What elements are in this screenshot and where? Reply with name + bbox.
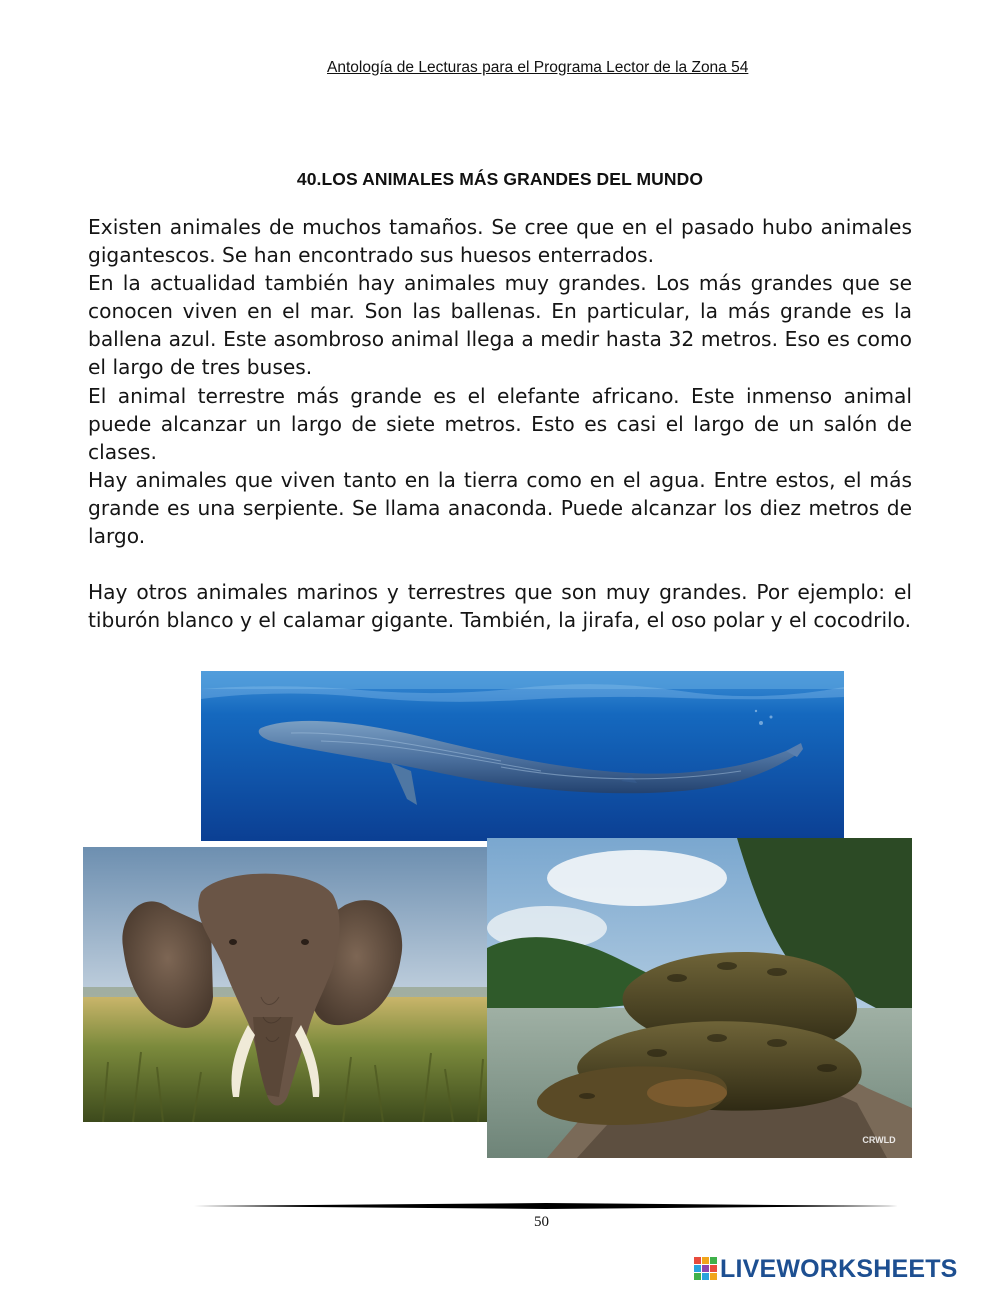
page-title: 40.LOS ANIMALES MÁS GRANDES DEL MUNDO	[296, 169, 704, 189]
liveworksheets-logo	[694, 1256, 958, 1282]
paragraph: Existen animales de muchos tamaños. Se cree que en el pasado hubo animales gigantescos. Se han encontrado sus huesos enterrados.	[88, 215, 912, 268]
paragraph: El animal terrestre más grande es el elefante africano. Este inmenso animal puede alcanzar un largo de siete metros. Esto es casi el largo de un salón de clases.	[88, 383, 912, 464]
running-header: Antología de Lecturas para el Programa Lector de la Zona 54	[327, 59, 749, 76]
brand-name: LIVEWORKSHEETS	[720, 1255, 958, 1283]
liveworksheets-grid-icon	[694, 1257, 718, 1281]
watermark-text: CRWLD	[862, 1135, 896, 1145]
paragraph: En la actualidad también hay animales muy grandes. Los más grandes que se conocen viven en el mar. Son las ballenas. En particular, la más grande es la ballena azul. Este asombroso animal llega a medir hasta 32 metros. Eso es como el largo de tres buses.	[88, 271, 912, 380]
african-elephant-photo	[83, 847, 488, 1122]
article-body	[88, 213, 912, 634]
blue-whale-photo	[201, 671, 844, 841]
footer-divider	[194, 1200, 898, 1212]
paragraph: Hay animales que viven tanto en la tierra como en el agua. Entre estos, el más grande es una serpiente. Se llama anaconda. Puede alcanzar los diez metros de largo.	[88, 467, 912, 549]
anaconda-photo	[487, 838, 912, 1158]
paragraph: Hay otros animales marinos y terrestres que son muy grandes. Por ejemplo: el tiburón blanco y el calamar gigante. También, la jirafa, el oso polar y el cocodrilo.	[88, 580, 912, 633]
page-number: 50	[534, 1214, 549, 1230]
